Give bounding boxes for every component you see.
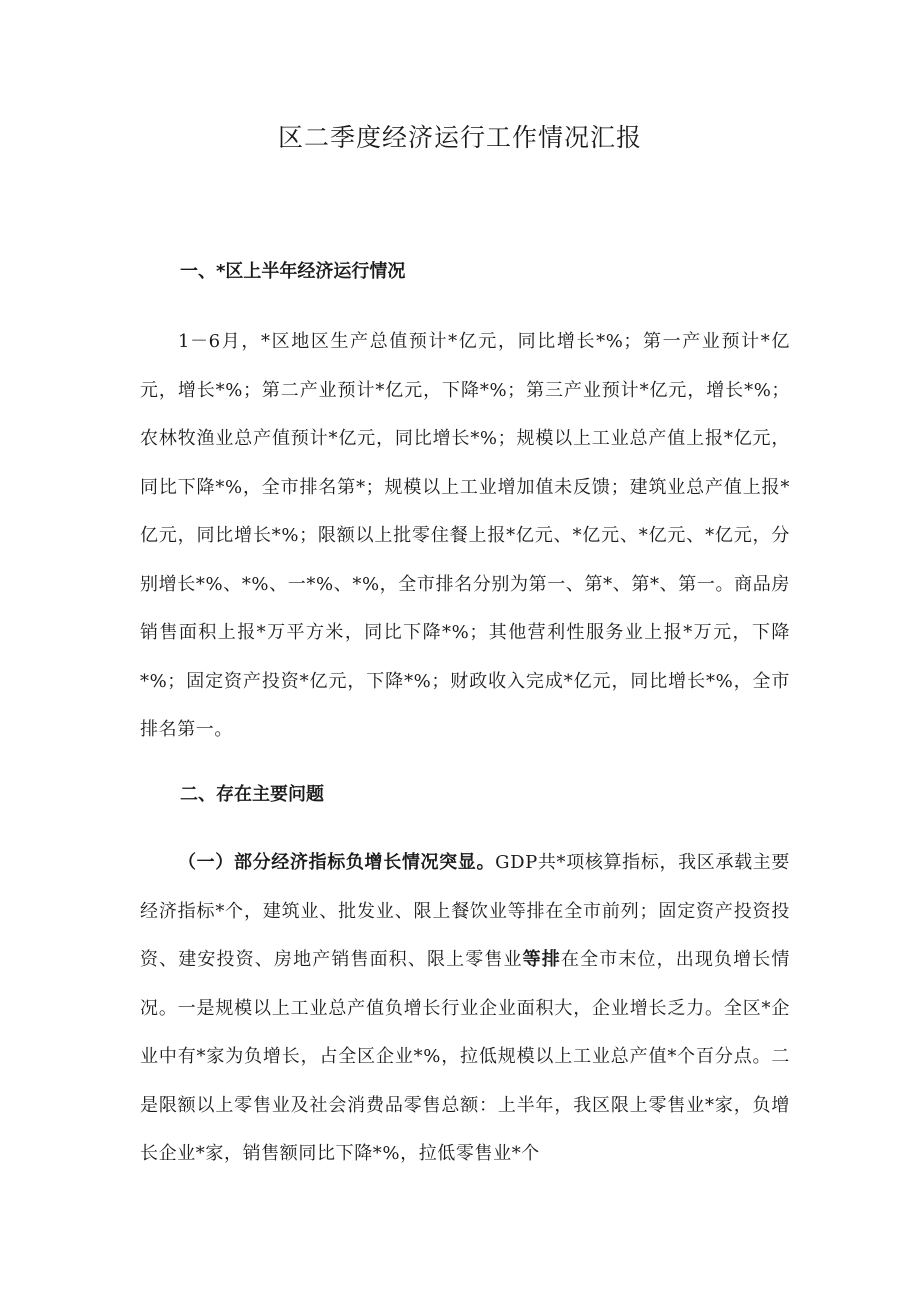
paragraph-bold-text: 等排 xyxy=(522,949,561,970)
section-2-paragraph xyxy=(140,839,790,1179)
paragraph-text-part-1: GDP共*项核算指标，我区承载主要经济指标*个，建筑业、批发业、限上餐饮业等排在全市前列；固定资产投资投资、建安投资、房地产销售面积、限上零售业 xyxy=(140,852,791,970)
subsection-1-title: （一）部分经济指标负增长情况突显。 xyxy=(178,852,496,873)
section-2-heading: 二、存在主要问题 xyxy=(180,784,324,805)
section-1-heading: 一、*区上半年经济运行情况 xyxy=(180,261,406,282)
document-title: 区二季度经济运行工作情况汇报 xyxy=(277,123,642,152)
section-1-paragraph: 1－6月，*区地区生产总值预计*亿元，同比增长*%；第一产业预计*亿元，增长*%；第二产业预计*亿元，下降*%；第三产业预计*亿元，增长*%；农林牧渔业总产值预计*亿元，同比增长*%；规模以上工业总产值上报*亿元，同比下降*%，全市排名第*；规模以上工业增加值未反馈；建筑业总产值上报*亿元，同比增长*%；限额以上批零住餐上报*亿元、*亿元、*亿元、*亿元，分别增长*%、*%、一*%、*%，全市排名分别为第一、第*、第*、第一。商品房销售面积上报*万平方米，同比下降*%；其他营利性服务业上报*万元，下降*%；固定资产投资*亿元，下降*%；财政收入完成*亿元，同比增长*%，全市排名第一。 xyxy=(140,331,790,740)
paragraph-text-part-2: 在全市末位，出现负增长情况。一是规模以上工业总产值负增长行业企业面积大，企业增长乏力。全区*企业中有*家为负增长，占全区企业*%，拉低规模以上工业总产值*个百分点。二是限额以上零售业及社会消费品零售总额：上半年，我区限上零售业*家，负增长企业*家，销售额同比下降*%，拉低零售业*个 xyxy=(140,949,791,1164)
